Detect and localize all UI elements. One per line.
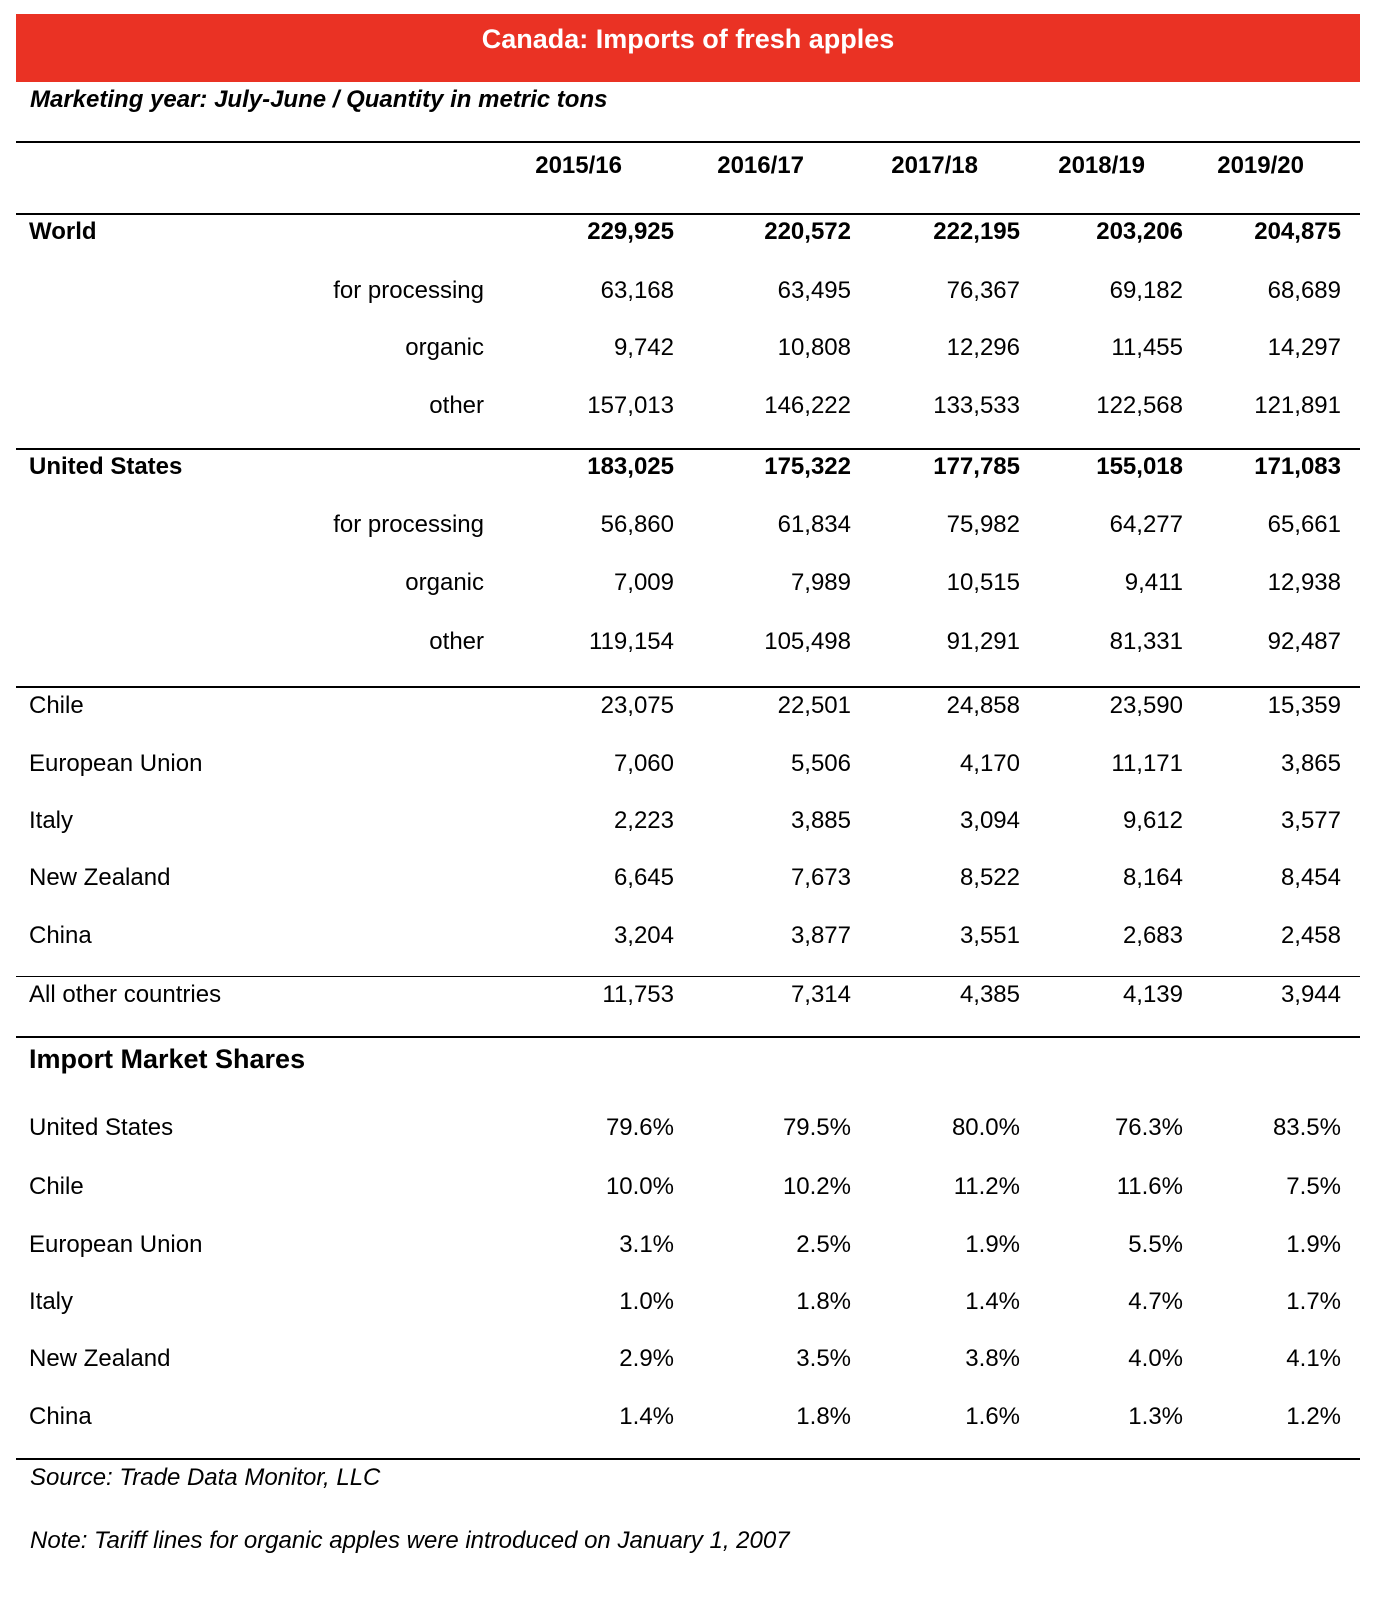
cell: 75,982 bbox=[946, 511, 1020, 538]
cell: 4.0% bbox=[1128, 1345, 1183, 1372]
table-row bbox=[16, 922, 1360, 958]
cell: 83.5% bbox=[1272, 1114, 1341, 1141]
cell: 4,170 bbox=[959, 750, 1020, 777]
cell: 7,673 bbox=[790, 864, 851, 891]
cell: 3,865 bbox=[1280, 750, 1341, 777]
cell: 22,501 bbox=[777, 692, 851, 719]
cell: 1.3% bbox=[1128, 1403, 1183, 1430]
row-label: other bbox=[429, 628, 484, 655]
cell: 155,018 bbox=[1096, 453, 1183, 480]
cell: 7.5% bbox=[1286, 1173, 1341, 1200]
divider bbox=[16, 1036, 1360, 1038]
row-label: All other countries bbox=[29, 981, 222, 1008]
divider bbox=[16, 448, 1360, 450]
cell: 171,083 bbox=[1254, 453, 1341, 480]
cell: 12,938 bbox=[1267, 569, 1341, 596]
row-label: United States bbox=[29, 1114, 174, 1141]
cell: 1.4% bbox=[965, 1288, 1020, 1315]
cell: 1.4% bbox=[619, 1403, 674, 1430]
row-label: organic bbox=[405, 569, 484, 596]
cell: 91,291 bbox=[946, 628, 1020, 655]
cell: 3.5% bbox=[796, 1345, 851, 1372]
cell: 3.1% bbox=[619, 1231, 674, 1258]
table-row bbox=[16, 1231, 1360, 1267]
cell: 9,411 bbox=[1124, 569, 1183, 596]
cell: 1.2% bbox=[1286, 1403, 1341, 1430]
cell: 8,164 bbox=[1122, 864, 1183, 891]
cell: 1.9% bbox=[965, 1231, 1020, 1258]
cell: 2,458 bbox=[1280, 922, 1341, 949]
cell: 204,875 bbox=[1254, 218, 1341, 245]
row-label: Chile bbox=[29, 1173, 84, 1200]
cell: 177,785 bbox=[933, 453, 1020, 480]
table-row bbox=[16, 1288, 1360, 1324]
cell: 122,568 bbox=[1096, 392, 1183, 419]
cell: 119,154 bbox=[589, 628, 674, 655]
cell: 23,590 bbox=[1109, 692, 1183, 719]
row-label: United States bbox=[29, 453, 183, 480]
header-row bbox=[16, 152, 1360, 188]
divider bbox=[16, 213, 1360, 215]
cell: 183,025 bbox=[587, 453, 674, 480]
table-row bbox=[16, 692, 1360, 728]
cell: 1.9% bbox=[1286, 1231, 1341, 1258]
cell: 4.1% bbox=[1286, 1345, 1341, 1372]
table-title: Canada: Imports of fresh apples bbox=[16, 14, 1360, 82]
row-label: organic bbox=[405, 334, 484, 361]
cell: 63,168 bbox=[600, 277, 674, 304]
cell: 1.8% bbox=[796, 1403, 851, 1430]
cell: 81,331 bbox=[1109, 628, 1183, 655]
cell: 11.2% bbox=[953, 1173, 1020, 1200]
cell: 10.2% bbox=[782, 1173, 851, 1200]
table-row bbox=[16, 569, 1360, 605]
cell: 8,454 bbox=[1280, 864, 1341, 891]
table-row bbox=[16, 1114, 1360, 1150]
cell: 1.0% bbox=[619, 1288, 674, 1315]
cell: 69,182 bbox=[1109, 277, 1183, 304]
table-row bbox=[16, 1173, 1360, 1209]
cell: 3,877 bbox=[790, 922, 851, 949]
cell: 68,689 bbox=[1267, 277, 1341, 304]
cell: 15,359 bbox=[1267, 692, 1341, 719]
tariff-note: Note: Tariff lines for organic apples were introduced on January 1, 2007 bbox=[30, 1527, 790, 1554]
cell: 3.8% bbox=[965, 1345, 1020, 1372]
row-label: for processing bbox=[333, 511, 484, 538]
cell: 61,834 bbox=[777, 511, 851, 538]
table-row bbox=[16, 864, 1360, 900]
section-title: Import Market Shares bbox=[29, 1044, 306, 1074]
cell: 7,060 bbox=[613, 750, 674, 777]
cell: 2.9% bbox=[619, 1345, 674, 1372]
year-header: 2019/20 bbox=[1217, 152, 1304, 179]
cell: 121,891 bbox=[1254, 392, 1341, 419]
row-label: European Union bbox=[29, 1231, 203, 1258]
divider bbox=[16, 686, 1360, 688]
cell: 63,495 bbox=[777, 277, 851, 304]
cell: 7,009 bbox=[613, 569, 674, 596]
cell: 6,645 bbox=[613, 864, 674, 891]
divider bbox=[16, 141, 1360, 143]
cell: 11,455 bbox=[1111, 334, 1183, 361]
table-row bbox=[16, 511, 1360, 547]
year-header: 2017/18 bbox=[891, 152, 978, 179]
table-subtitle: Marketing year: July-June / Quantity in metric tons bbox=[30, 86, 608, 113]
cell: 10,515 bbox=[946, 569, 1020, 596]
cell: 7,989 bbox=[790, 569, 851, 596]
cell: 229,925 bbox=[587, 218, 674, 245]
cell: 24,858 bbox=[946, 692, 1020, 719]
cell: 203,206 bbox=[1096, 218, 1183, 245]
cell: 3,577 bbox=[1280, 807, 1341, 834]
cell: 12,296 bbox=[946, 334, 1020, 361]
table-row bbox=[16, 277, 1360, 313]
row-label: other bbox=[429, 392, 484, 419]
row-label: Italy bbox=[29, 807, 74, 834]
table-row bbox=[16, 392, 1360, 428]
cell: 11,171 bbox=[1111, 750, 1183, 777]
cell: 175,322 bbox=[764, 453, 851, 480]
cell: 64,277 bbox=[1109, 511, 1183, 538]
cell: 2.5% bbox=[796, 1231, 851, 1258]
cell: 11.6% bbox=[1116, 1173, 1183, 1200]
row-label: China bbox=[29, 922, 92, 949]
cell: 1.7% bbox=[1286, 1288, 1341, 1315]
cell: 56,860 bbox=[600, 511, 674, 538]
cell: 14,297 bbox=[1267, 334, 1341, 361]
cell: 3,885 bbox=[790, 807, 851, 834]
cell: 80.0% bbox=[951, 1114, 1020, 1141]
cell: 4,139 bbox=[1122, 981, 1183, 1008]
cell: 3,944 bbox=[1280, 981, 1341, 1008]
cell: 92,487 bbox=[1267, 628, 1341, 655]
cell: 79.6% bbox=[605, 1114, 674, 1141]
cell: 1.8% bbox=[796, 1288, 851, 1315]
table-row bbox=[16, 628, 1360, 664]
row-label: World bbox=[29, 218, 97, 245]
cell: 5,506 bbox=[790, 750, 851, 777]
divider bbox=[16, 1458, 1360, 1460]
cell: 2,683 bbox=[1122, 922, 1183, 949]
cell: 220,572 bbox=[764, 218, 851, 245]
cell: 10.0% bbox=[605, 1173, 674, 1200]
cell: 10,808 bbox=[777, 334, 851, 361]
cell: 23,075 bbox=[600, 692, 674, 719]
cell: 79.5% bbox=[782, 1114, 851, 1141]
table-row bbox=[16, 807, 1360, 843]
row-label: for processing bbox=[333, 277, 484, 304]
row-label: Chile bbox=[29, 692, 84, 719]
row-label: China bbox=[29, 1403, 92, 1430]
row-label: New Zealand bbox=[29, 1345, 171, 1372]
row-label: European Union bbox=[29, 750, 203, 777]
divider bbox=[16, 976, 1360, 977]
cell: 3,204 bbox=[613, 922, 674, 949]
cell: 76,367 bbox=[946, 277, 1020, 304]
cell: 65,661 bbox=[1267, 511, 1341, 538]
cell: 105,498 bbox=[764, 628, 851, 655]
cell: 5.5% bbox=[1128, 1231, 1183, 1258]
row-label: Italy bbox=[29, 1288, 74, 1315]
table-row bbox=[16, 453, 1360, 489]
cell: 76.3% bbox=[1114, 1114, 1183, 1141]
table-row bbox=[16, 981, 1360, 1017]
cell: 8,522 bbox=[959, 864, 1020, 891]
table-row bbox=[16, 334, 1360, 370]
cell: 3,094 bbox=[959, 807, 1020, 834]
cell: 146,222 bbox=[764, 392, 851, 419]
cell: 2,223 bbox=[613, 807, 674, 834]
source-note: Source: Trade Data Monitor, LLC bbox=[30, 1464, 381, 1491]
cell: 1.6% bbox=[965, 1403, 1020, 1430]
cell: 4,385 bbox=[959, 981, 1020, 1008]
year-header: 2018/19 bbox=[1058, 152, 1145, 179]
cell: 4.7% bbox=[1128, 1288, 1183, 1315]
table-row bbox=[16, 750, 1360, 786]
cell: 222,195 bbox=[933, 218, 1020, 245]
cell: 11,753 bbox=[602, 981, 674, 1008]
table-row bbox=[16, 1345, 1360, 1381]
cell: 9,742 bbox=[613, 334, 674, 361]
cell: 7,314 bbox=[790, 981, 851, 1008]
cell: 157,013 bbox=[587, 392, 674, 419]
table-row bbox=[16, 1403, 1360, 1439]
cell: 9,612 bbox=[1122, 807, 1183, 834]
table-row bbox=[16, 218, 1360, 254]
year-header: 2015/16 bbox=[535, 152, 622, 179]
cell: 3,551 bbox=[959, 922, 1020, 949]
cell: 133,533 bbox=[933, 392, 1020, 419]
year-header: 2016/17 bbox=[717, 152, 804, 179]
row-label: New Zealand bbox=[29, 864, 171, 891]
